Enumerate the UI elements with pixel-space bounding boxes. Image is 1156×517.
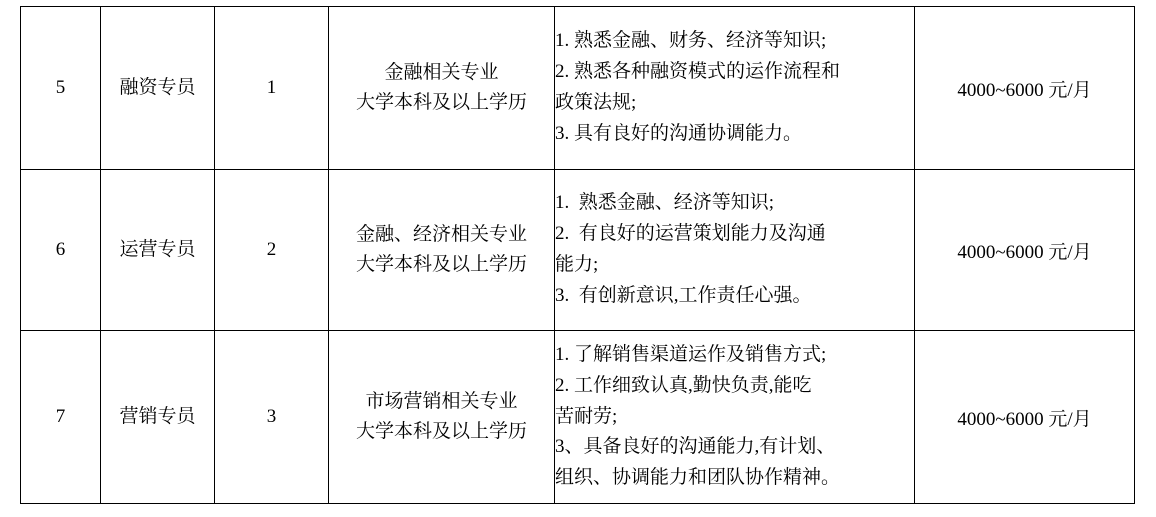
requirement-line: 金融、经济相关专业	[355, 223, 527, 245]
requirement-line: 金融相关专业	[384, 61, 499, 83]
cell-position: 营销专员	[101, 331, 215, 504]
requirement-line: 大学本科及以上学历	[355, 92, 527, 113]
cell-position: 运营专员	[101, 170, 215, 331]
cell-salary: 4000~6000 元/月	[915, 331, 1135, 504]
description-line: 1. 熟悉金融、经济等知识;	[555, 192, 775, 214]
cell-requirement	[329, 170, 555, 331]
description-line: 2. 工作细致认真,勤快负责,能吃	[555, 374, 812, 396]
document-page	[0, 6, 1156, 517]
description-line: 2. 熟悉各种融资模式的运作流程和	[555, 61, 841, 83]
description-line: 2. 有良好的运营策划能力及沟通	[555, 223, 826, 245]
cell-description	[555, 7, 915, 170]
table-row	[21, 7, 1135, 170]
requirement-line: 大学本科及以上学历	[355, 421, 527, 442]
cell-index: 7	[21, 331, 101, 504]
cell-index: 5	[21, 7, 101, 170]
table-row	[21, 331, 1135, 504]
description-line: 3. 具有良好的沟通协调能力。	[555, 122, 803, 144]
cell-count: 2	[215, 170, 329, 331]
description-line: 组织、协调能力和团队协作精神。	[555, 467, 841, 489]
requirement-line: 大学本科及以上学历	[355, 254, 527, 275]
cell-salary: 4000~6000 元/月	[915, 170, 1135, 331]
description-line: 能力;	[555, 254, 599, 275]
cell-requirement	[329, 331, 555, 504]
description-line: 3. 有创新意识,工作责任心强。	[555, 284, 812, 306]
cell-requirement	[329, 7, 555, 170]
table-row	[21, 170, 1135, 331]
cell-description	[555, 170, 915, 331]
cell-position: 融资专员	[101, 7, 215, 170]
description-line: 1. 了解销售渠道运作及销售方式;	[555, 344, 827, 366]
description-line: 政策法规;	[555, 92, 637, 113]
cell-salary: 4000~6000 元/月	[915, 7, 1135, 170]
description-line: 1. 熟悉金融、财务、经济等知识;	[555, 30, 827, 52]
job-listing-table	[20, 6, 1135, 504]
description-line: 3、具备良好的沟通能力,有计划、	[555, 436, 836, 458]
table-body	[21, 7, 1135, 504]
cell-count: 3	[215, 331, 329, 504]
cell-count: 1	[215, 7, 329, 170]
cell-description	[555, 331, 915, 504]
cell-index: 6	[21, 170, 101, 331]
description-line: 苦耐劳;	[555, 405, 618, 427]
requirement-line: 市场营销相关专业	[365, 390, 518, 412]
